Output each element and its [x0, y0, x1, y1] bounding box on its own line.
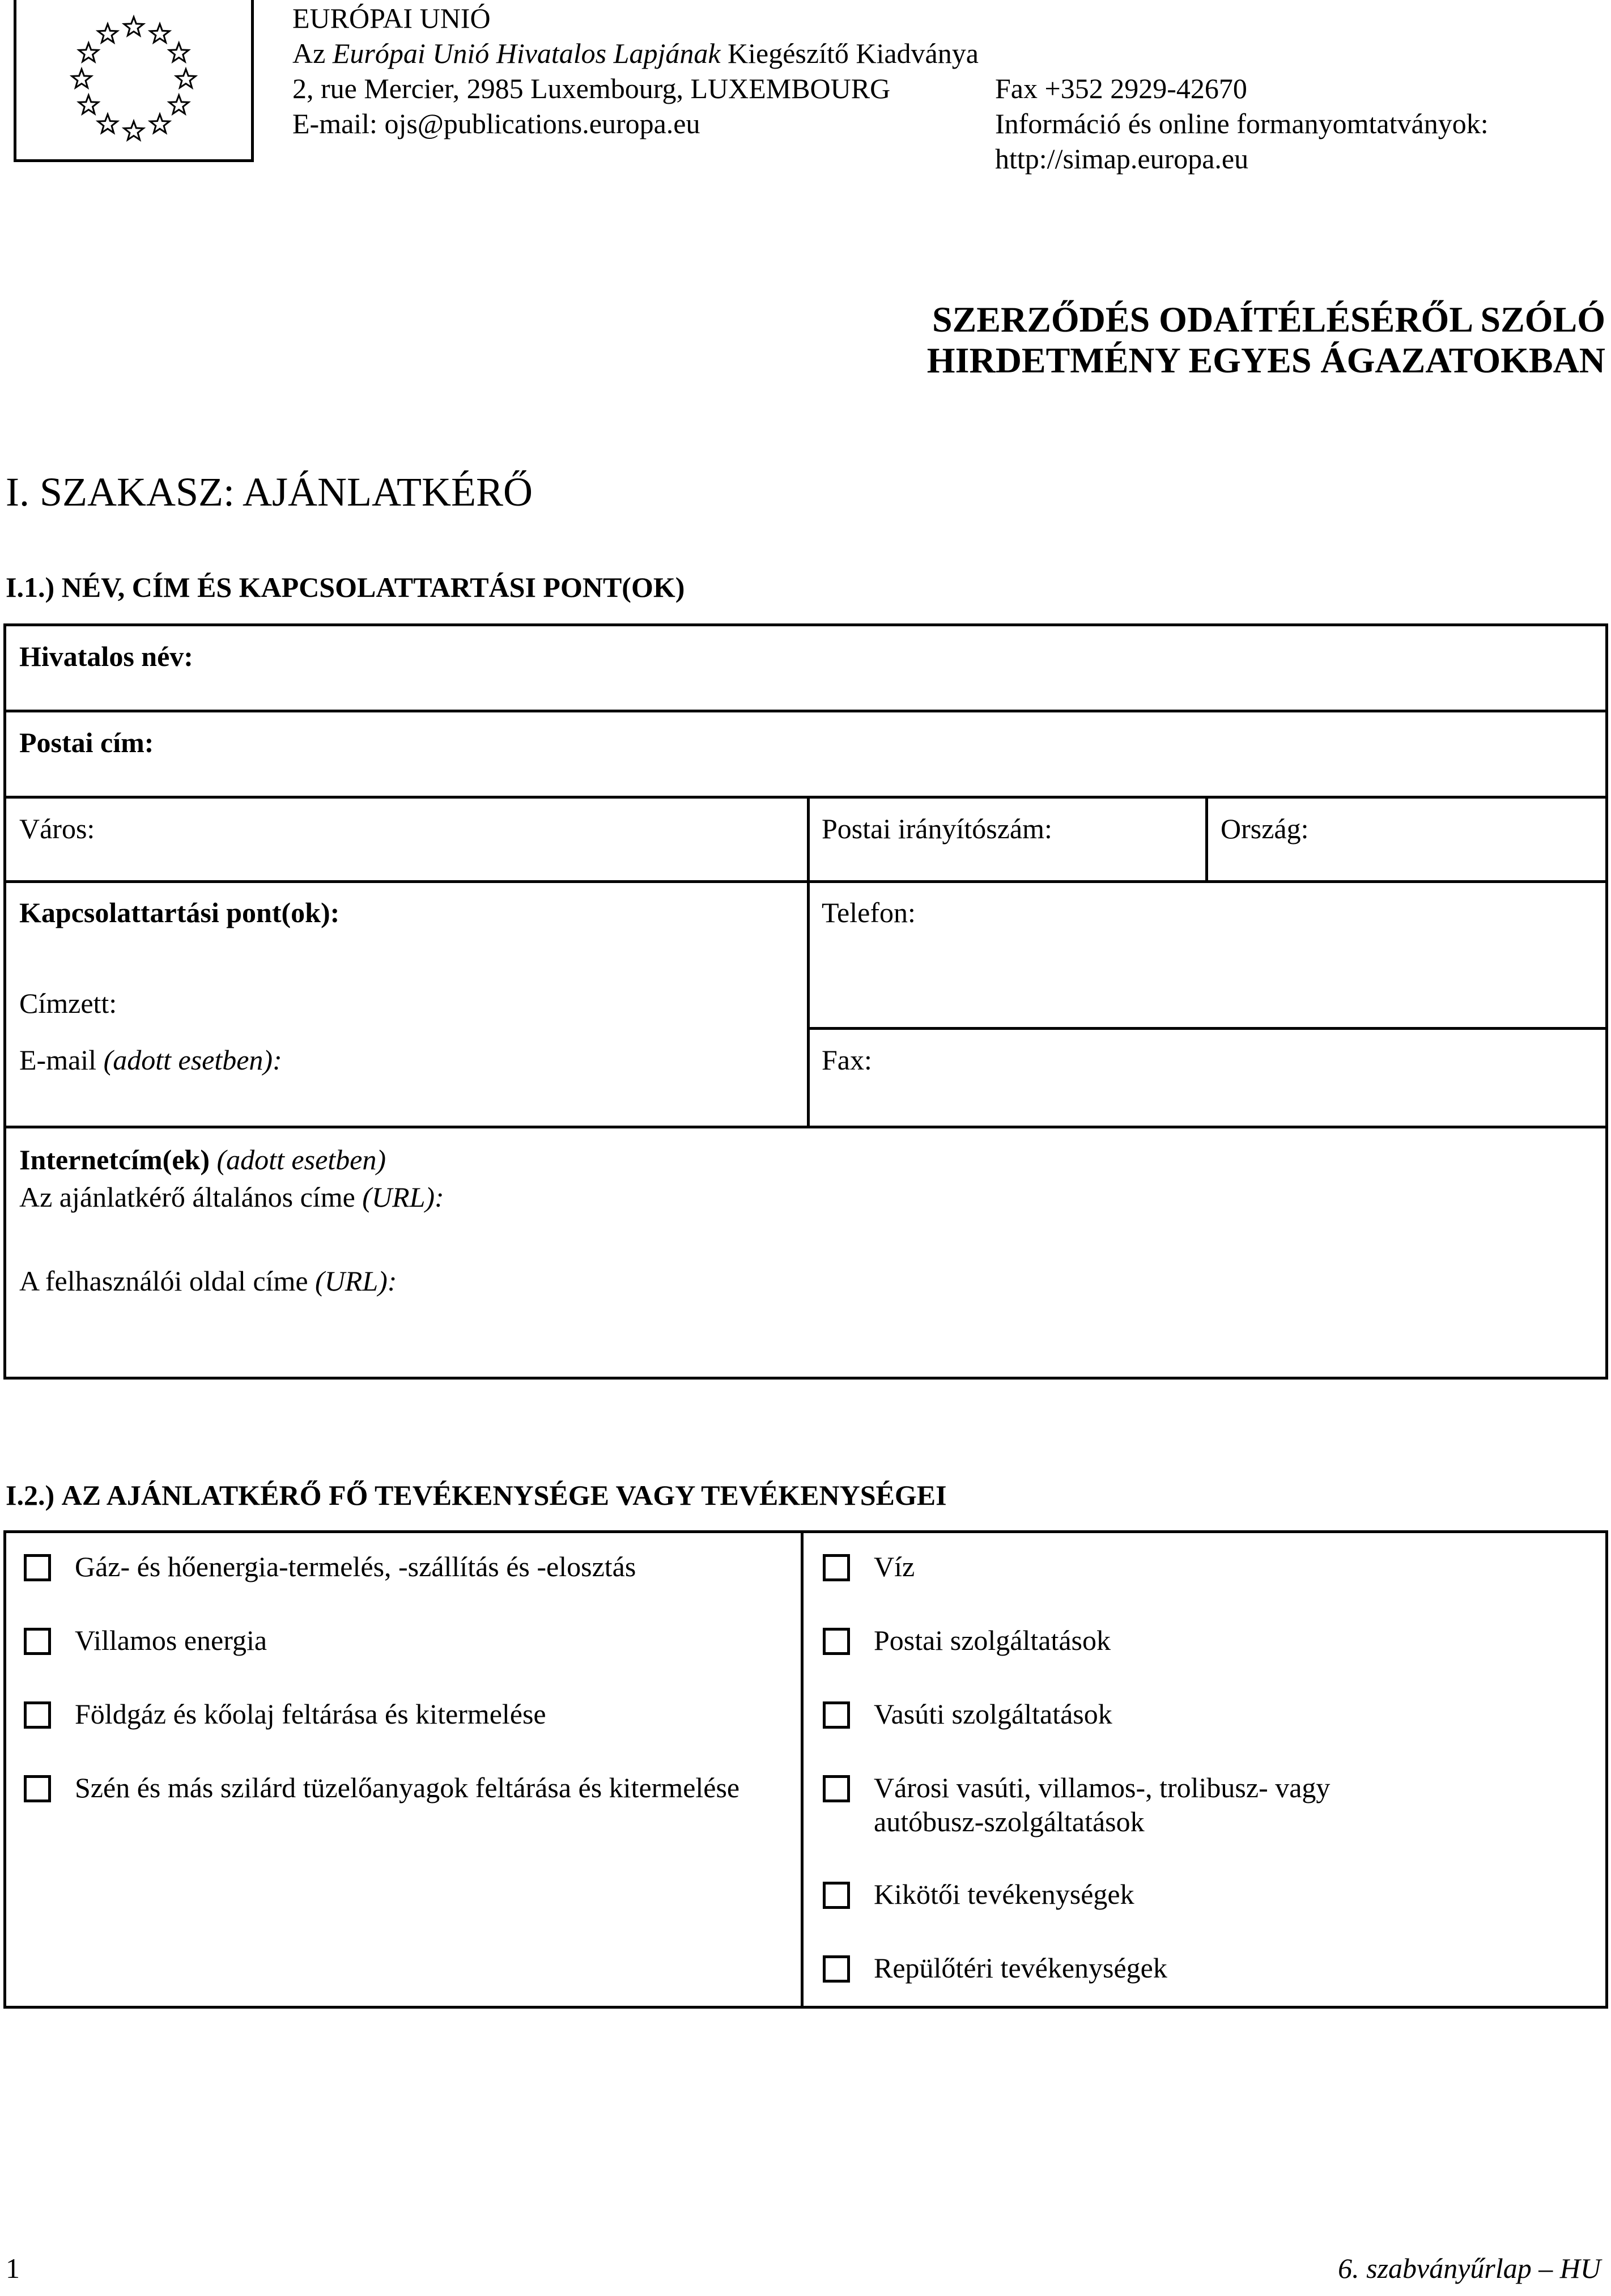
internet-label-text: Internetcím(ek) [19, 1144, 210, 1175]
country-label: Ország: [1221, 813, 1309, 844]
activity-label: Szén és más szilárd tüzelőanyagok feltárása és kitermelése [75, 1772, 740, 1803]
activity-label: Postai szolgáltatások [874, 1624, 1111, 1656]
star-icon [79, 43, 98, 62]
activity-checkbox[interactable] [823, 1775, 850, 1802]
activity-checkbox[interactable] [24, 1701, 51, 1729]
header-url[interactable]: http://simap.europa.eu [995, 143, 1249, 175]
header-fax: Fax +352 2929-42670 [995, 73, 1247, 104]
buyer-profile-url: (URL): [315, 1265, 397, 1297]
header-journal [292, 35, 979, 71]
title-line-2: HIRDETMÉNY EGYES ÁGAZATOKBAN [926, 340, 1605, 380]
star-icon [169, 43, 189, 62]
activity-label: Víz [874, 1551, 915, 1582]
section-1-1-heading [6, 570, 685, 604]
contact-points-label: Kapcsolattartási pont(ok): [19, 897, 340, 928]
activity-label: Kikötői tevékenységek [874, 1878, 1134, 1910]
email-label [19, 1042, 282, 1078]
star-icon [169, 95, 189, 114]
activity-label: Villamos energia [75, 1624, 267, 1656]
activity-label: Vasúti szolgáltatások [874, 1698, 1112, 1730]
divider [3, 796, 1608, 799]
divider [3, 1126, 1608, 1128]
eu-flag-icon [14, 0, 254, 162]
star-icon [150, 24, 169, 43]
general-address-label [19, 1179, 444, 1215]
divider [1205, 796, 1208, 882]
form-id: 6. szabványűrlap – HU [1338, 2252, 1601, 2284]
telephone-label: Telefon: [822, 897, 916, 928]
general-address-url: (URL): [362, 1181, 444, 1213]
star-icon [98, 24, 117, 43]
section-1-1-number: I.1.) [6, 571, 55, 603]
divider [807, 1027, 1608, 1030]
internet-note: (adott esetben) [216, 1144, 386, 1175]
activity-checkbox[interactable] [823, 1701, 850, 1729]
activity-label: Városi vasúti, villamos-, trolibusz- vagy autóbusz-szolgáltatások [874, 1772, 1331, 1837]
star-icon [98, 114, 117, 133]
star-icon [176, 69, 195, 88]
divider [801, 1530, 804, 2009]
activity-checkbox[interactable] [24, 1554, 51, 1581]
general-address-text: Az ajánlatkérő általános címe [19, 1181, 355, 1213]
header-org: EURÓPAI UNIÓ [292, 2, 491, 34]
journal-prefix: Az [292, 37, 326, 69]
divider [807, 796, 810, 1127]
postal-code-label: Postai irányítószám: [822, 813, 1052, 844]
title-line-1: SZERZŐDÉS ODAÍTÉLÉSÉRŐL SZÓLÓ [932, 299, 1605, 339]
section-1-2-title: AZ AJÁNLATKÉRŐ FŐ TEVÉKENYSÉGE VAGY TEVÉKENYSÉGEI [61, 1479, 947, 1511]
document-title [927, 299, 1605, 381]
activities-box [3, 1530, 1608, 2009]
eu-stars-icon [16, 0, 251, 159]
activity-checkbox[interactable] [823, 1554, 850, 1581]
activity-label: Földgáz és kőolaj feltárása és kitermelése [75, 1698, 546, 1730]
star-icon [79, 95, 98, 114]
postal-address-label: Postai cím: [19, 727, 154, 758]
section-1-2-heading [6, 1478, 947, 1512]
email-label-text: E-mail [19, 1044, 97, 1076]
activity-checkbox[interactable] [823, 1628, 850, 1655]
star-icon [72, 69, 91, 88]
section-title: I. SZAKASZ: AJÁNLATKÉRŐ [6, 469, 533, 515]
official-name-label: Hivatalos név: [19, 640, 193, 672]
town-label: Város: [19, 813, 95, 844]
buyer-profile-text: A felhasználói oldal címe [19, 1265, 308, 1297]
star-icon [124, 121, 143, 140]
header-email: E-mail: ojs@publications.europa.eu [292, 108, 700, 139]
activity-checkbox[interactable] [823, 1955, 850, 1983]
activity-label: Gáz- és hőenergia-termelés, -szállítás és -elosztás [75, 1551, 636, 1582]
fax-label: Fax: [822, 1044, 872, 1076]
header-address: 2, rue Mercier, 2985 Luxembourg, LUXEMBOURG [292, 73, 891, 104]
internet-label [19, 1141, 386, 1178]
journal-suffix: Kiegészítő Kiadványa [728, 37, 979, 69]
star-icon [150, 114, 169, 133]
header-info: Információ és online formanyomtatványok: [995, 108, 1489, 139]
page-number: 1 [6, 2252, 20, 2284]
attention-label: Címzett: [19, 987, 117, 1019]
activity-checkbox[interactable] [24, 1775, 51, 1802]
activity-checkbox[interactable] [24, 1628, 51, 1655]
star-icon [124, 17, 143, 36]
section-1-2-number: I.2.) [6, 1479, 55, 1511]
journal-italic: Európai Unió Hivatalos Lapjának [332, 37, 721, 69]
email-note: (adott esetben): [103, 1044, 282, 1076]
activity-label: Repülőtéri tevékenységek [874, 1952, 1167, 1984]
activity-checkbox[interactable] [823, 1882, 850, 1909]
divider [3, 880, 1608, 883]
section-1-1-title: NÉV, CÍM ÉS KAPCSOLATTARTÁSI PONT(OK) [61, 571, 685, 603]
buyer-profile-label [19, 1263, 397, 1299]
divider [3, 710, 1608, 712]
